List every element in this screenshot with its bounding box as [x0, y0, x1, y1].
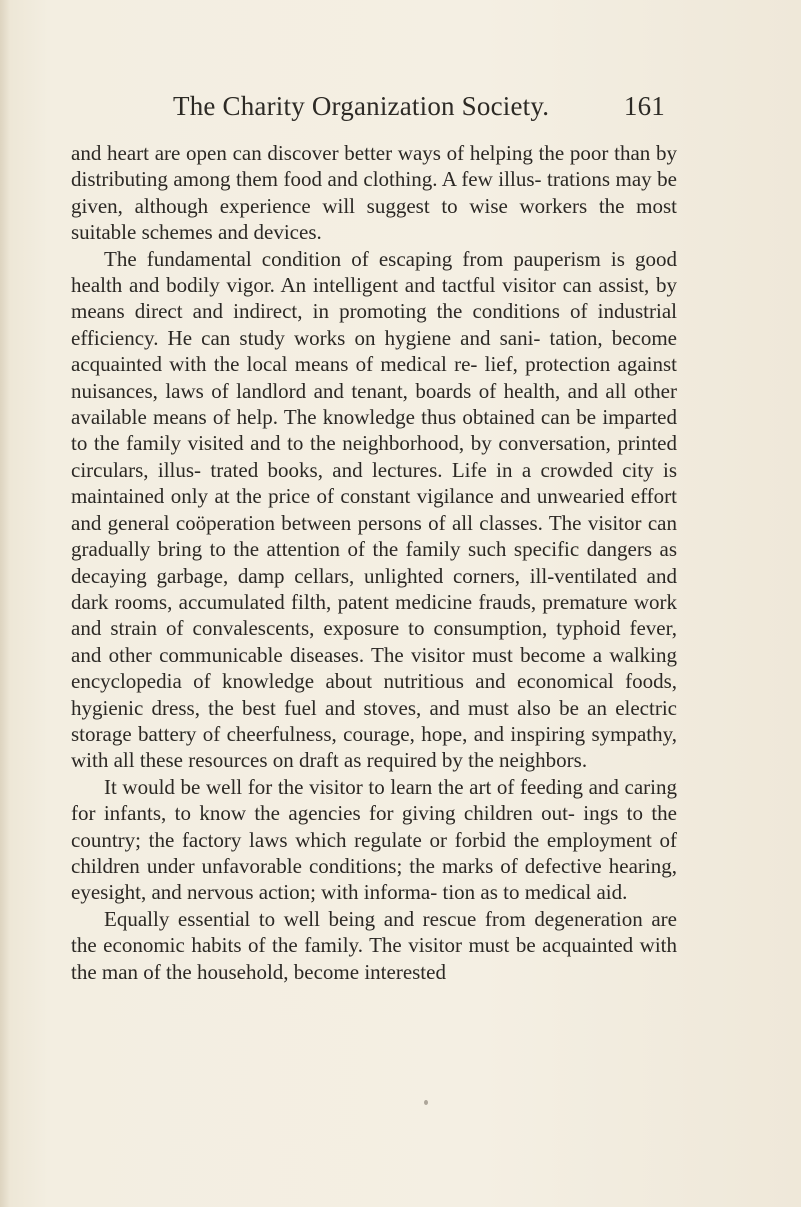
page-header [173, 86, 665, 126]
paper-speck [424, 1100, 428, 1105]
body-text [71, 140, 677, 985]
paragraph-continuation: and heart are open can discover better ways of helping the poor than by distributing among them food and clothing. A few illus- trations may be given, although experience will suggest to wise workers the most suitable schemes and devices. [71, 141, 677, 245]
paragraph-infants: It would be well for the visitor to learn the art of feeding and caring for infants, to know the agencies for giving children out- ings to the country; the factory laws which regulate or forbid the employment of children under unfavorable conditions; the marks of defective hearing, eyesight, and nervous action; with informa- tion as to medical aid. [71, 774, 677, 905]
paragraph-health: The fundamental condition of escaping from pauperism is good health and bodily vigor. An intelligent and tactful visitor can assist, by means direct and indirect, in promoting the conditions of industrial efficiency. He can study works on hygiene and sani- tation, become acquainted with the local means of medical re- lief, protection against nuisances, laws of landlord and tenant, boards of health, and all other available means of help. The knowledge thus obtained can be imparted to the family visited and to the neighborhood, by conversation, printed circulars, illus- trated books, and lectures. Life in a crowded city is maintained only at the price of constant vigilance and unwearied effort and general coöperation between persons of all classes. The visitor can gradually bring to the attention of the family such specific dangers as decaying garbage, damp cellars, unlighted corners, ill-ventilated and dark rooms, accumulated filth, patent medicine frauds, premature work and strain of convalescents, exposure to consumption, typhoid fever, and other communicable diseases. The visitor must become a walking encyclopedia of knowledge about nutritious and economical foods, hygienic dress, the best fuel and stoves, and must also be an electric storage battery of cheerfulness, courage, hope, and inspiring sympathy, with all these resources on draft as required by the neighbors. [71, 246, 677, 773]
page-edge-shadow [0, 0, 10, 1207]
running-title: The Charity Organization Society. [173, 91, 550, 121]
page-number: 161 [623, 91, 665, 121]
paragraph-economic-habits: Equally essential to well being and rescue from degeneration are the economic habits of the family. The visitor must be acquainted with the man of the household, become interested [71, 906, 677, 984]
